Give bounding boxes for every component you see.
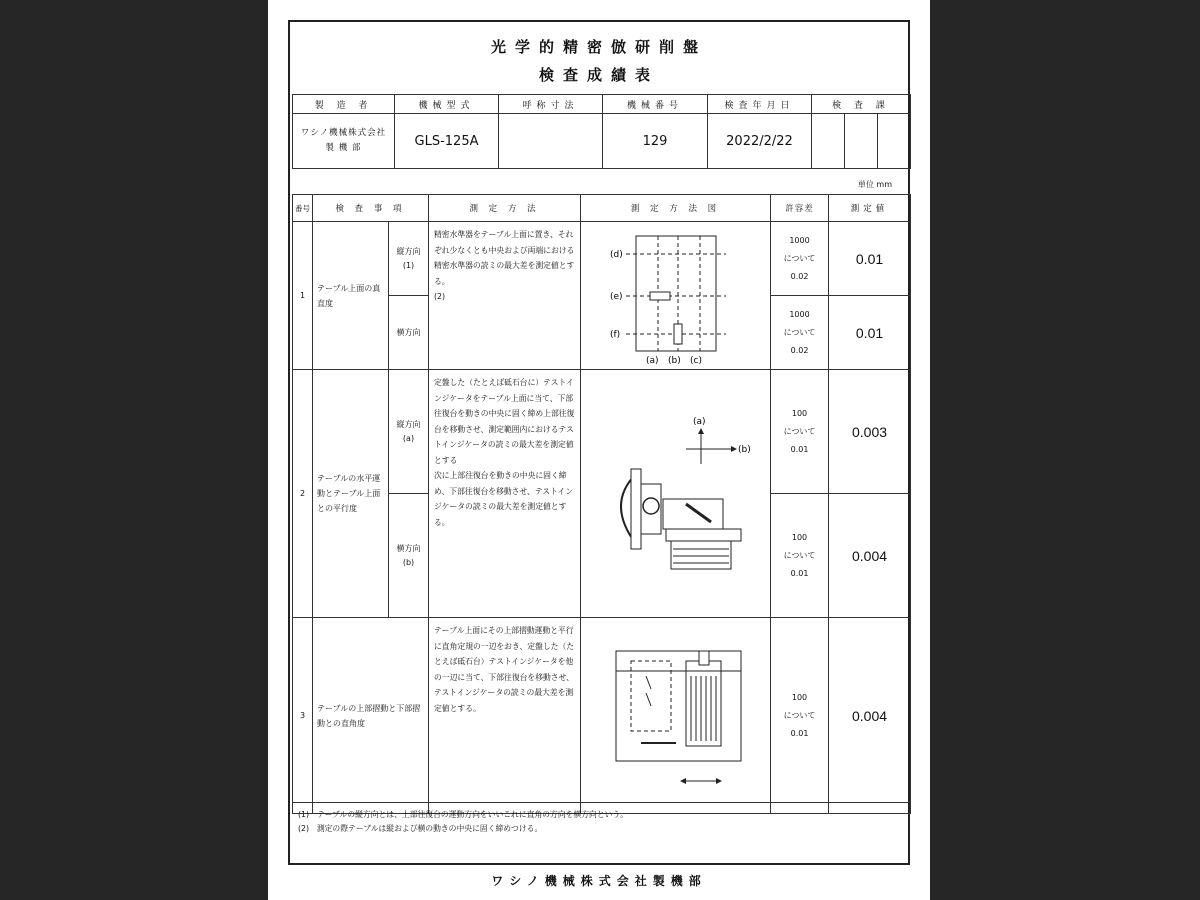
- maker-name: ワシノ機械株式会社: [300, 128, 387, 138]
- row1-method: [429, 222, 581, 370]
- maker-value: [293, 114, 395, 169]
- row2-method: [429, 370, 581, 618]
- row2-value-a: 0.003: [829, 370, 911, 494]
- tol-value: 0.01: [790, 728, 809, 738]
- footnote-1: (1) テーブルの縦方向とは、上部往復台の運動方向をいいこれに直角の方向を横方向という。: [298, 810, 629, 819]
- maker-dept: 製 機 部: [325, 143, 362, 153]
- row1-item: テーブル上面の真直度: [313, 222, 389, 370]
- document-subtitle: 検査成績表: [538, 66, 659, 84]
- inspection-sheet: [288, 20, 910, 865]
- row1-figure: [581, 222, 771, 370]
- col-tolerance: 許容差: [771, 195, 829, 222]
- col-figure: 測 定 方 法 図: [581, 195, 771, 222]
- row1-method-text: 精密水準器をテーブル上面に置き、それぞれ少なくとも中央および両端における精密水準器の読ミの最大差を測定値とする。: [434, 230, 575, 286]
- label-maker: 製 造 者: [293, 95, 395, 114]
- tol-length: 100: [791, 408, 808, 418]
- row3-tol: [771, 618, 829, 814]
- label-inspection-dept: 検 査 課: [812, 95, 911, 114]
- col-item: 検 査 事 項: [313, 195, 429, 222]
- label-date: 検査年月日: [708, 95, 812, 114]
- tol-value: 0.01: [790, 444, 809, 454]
- row1-tol-a: [771, 222, 829, 296]
- footnote-2: (2) 測定の際テーブルは縦および横の動きの中央に固く締めつける。: [298, 824, 543, 833]
- row2-method-text-2: 次に上部往復台を動きの中央に固く締め、下部往復台を移動させ、テストインジケータの読ミの最大差を測定値とする。: [434, 471, 574, 527]
- row1-value-b: 0.01: [829, 296, 911, 370]
- level-measurement-figure: [596, 226, 756, 366]
- label-serial: 機械番号: [603, 95, 708, 114]
- tol-per: について: [783, 327, 816, 337]
- label-nominal: 呼称寸法: [499, 95, 603, 114]
- row3-item: テーブルの上部摺動と下部摺動との直角度: [313, 618, 429, 814]
- tol-value: 0.02: [790, 271, 809, 281]
- tol-per: について: [783, 426, 816, 436]
- row1-no: 1: [293, 222, 313, 370]
- label-model: 機械型式: [395, 95, 499, 114]
- row3-figure: [581, 618, 771, 814]
- row1-tol-b: [771, 296, 829, 370]
- row2-dir-a: 縦方向 (a): [389, 370, 429, 494]
- tol-value: 0.02: [790, 345, 809, 355]
- tol-length: 100: [791, 532, 808, 542]
- nominal-value: [499, 114, 603, 169]
- row3-method: テーブル上面にその上部摺動運動と平行に直角定規の一辺をおき、定盤した（たとえば砥石台）テストインジケータを他の一辺に当て、下部往復台を移動させ、テストインジケータの読ミの最大差を測定値とする。: [429, 618, 581, 814]
- row1-method-note: (2): [434, 292, 446, 301]
- tol-per: について: [783, 710, 816, 720]
- tol-per: について: [783, 550, 816, 560]
- parallelism-figure: [591, 394, 761, 594]
- inspection-stamp-boxes: [812, 114, 911, 169]
- row2-method-text: 定盤した（たとえば砥石台に）テストインジケータをテーブル上面に当て、下部往復台を動きの中央に固く締め上部往復台を移動させ、測定範囲内におけるテストインジケータの読ミの最大差を測定値とする: [434, 378, 575, 465]
- row2-tol-a: [771, 370, 829, 494]
- fig1-label-b: (b): [667, 355, 681, 366]
- document-title: 光学的精密倣研削盤: [490, 38, 707, 56]
- row2-dir-b: 横方向 (b): [389, 494, 429, 618]
- row3-value: 0.004: [829, 618, 911, 814]
- fig2-label-a: (a): [692, 416, 706, 427]
- tol-length: 1000: [789, 309, 810, 319]
- row2-item: テーブルの水平運動とテーブル上面との平行度: [313, 370, 389, 618]
- row2-tol-b: [771, 494, 829, 618]
- footnotes: [292, 802, 910, 843]
- row2-figure: [581, 370, 771, 618]
- header-table: [292, 94, 911, 169]
- company-footer: ワシノ機械株式会社製機部: [491, 874, 707, 888]
- fig1-label-d: (d): [609, 249, 623, 260]
- serial-value: 129: [603, 114, 708, 169]
- tol-value: 0.01: [790, 568, 809, 578]
- row2-value-b: 0.004: [829, 494, 911, 618]
- col-method: 測 定 方 法: [429, 195, 581, 222]
- tol-length: 1000: [789, 235, 810, 245]
- row1-dir-b: 横方向: [389, 296, 429, 370]
- fig2-label-b: (b): [737, 444, 751, 455]
- row1-value-a: 0.01: [829, 222, 911, 296]
- model-value: GLS-125A: [395, 114, 499, 169]
- unit-label: 単位 mm: [857, 180, 892, 189]
- row3-no: 3: [293, 618, 313, 814]
- row1-dir-a: 縦方向 (1): [389, 222, 429, 296]
- fig1-label-a: (a): [645, 355, 659, 366]
- document-paper: [268, 0, 930, 900]
- squareness-figure: [591, 631, 761, 801]
- tol-length: 100: [791, 692, 808, 702]
- col-no: 番号: [293, 195, 313, 222]
- tol-per: について: [783, 253, 816, 263]
- fig1-label-c: (c): [689, 355, 702, 366]
- fig1-label-f: (f): [609, 329, 620, 340]
- fig1-label-e: (e): [609, 291, 623, 302]
- date-value: 2022/2/22: [708, 114, 812, 169]
- inspection-table: [292, 194, 911, 814]
- row2-no: 2: [293, 370, 313, 618]
- col-measured: 測定値: [829, 195, 911, 222]
